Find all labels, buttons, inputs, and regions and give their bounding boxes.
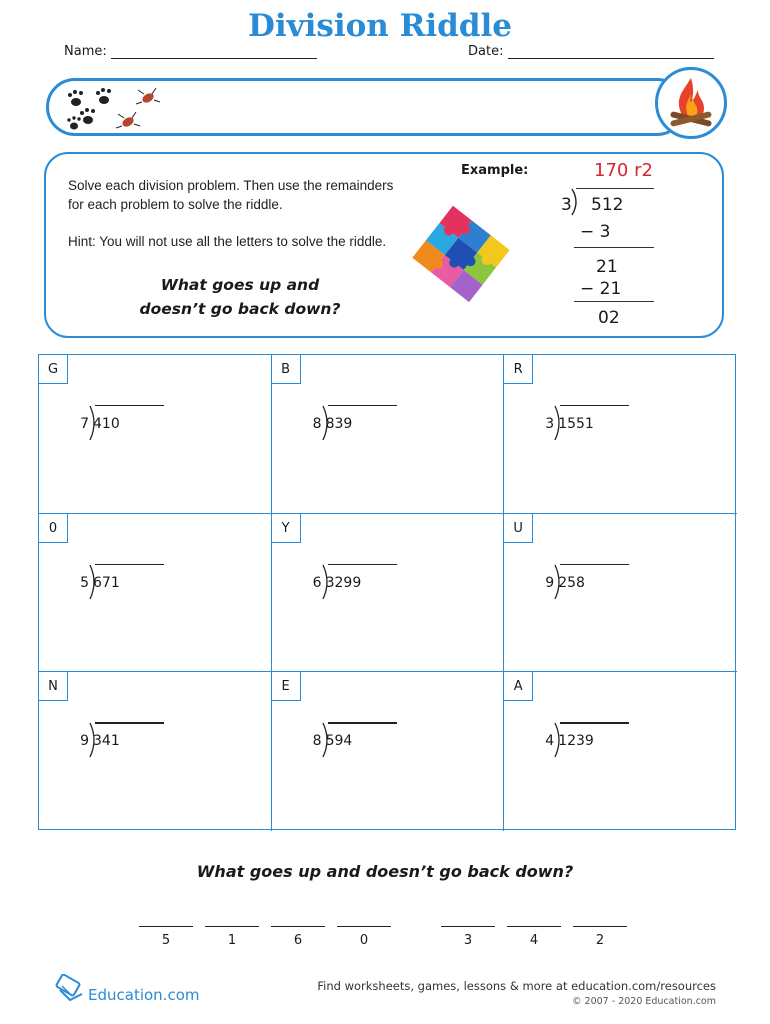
education-logo-icon (52, 974, 92, 1006)
answer-slot-number: 0 (359, 933, 369, 949)
answer-line[interactable] (271, 926, 325, 927)
page-title: Division Riddle (247, 8, 513, 44)
problem-dividend: 839 (325, 416, 353, 432)
problem-cell (39, 355, 272, 514)
example-divisor: 3 (561, 195, 572, 215)
problem-letter: U (504, 514, 533, 543)
example-label: Example: (461, 163, 529, 178)
campfire-badge (655, 67, 727, 139)
answer-line[interactable] (337, 926, 391, 927)
answer-line[interactable] (139, 926, 193, 927)
problem-cell (504, 514, 737, 673)
problem-cell (39, 514, 272, 673)
answer-question: What goes up and doesn’t go back down? (196, 862, 574, 881)
problem-cell (272, 355, 505, 514)
answer-slot[interactable] (337, 926, 391, 948)
footer-tagline: Find worksheets, games, lessons & more at education.com/resources (317, 979, 716, 993)
answer-slot-number: 5 (161, 933, 171, 949)
problem-divisor: 9 (545, 574, 555, 591)
problem-dividend: 1239 (558, 733, 594, 750)
division-bar (95, 564, 164, 565)
problem-letter: B (272, 355, 301, 384)
division-bar (560, 564, 629, 565)
problem-divisor: 6 (312, 574, 322, 591)
date-line[interactable] (508, 45, 714, 59)
date-label: Date: (468, 44, 504, 59)
problem-divisor: 9 (80, 733, 89, 750)
division-bar (328, 405, 397, 406)
example-remainder: 02 (598, 308, 620, 328)
problem-dividend: 671 (93, 574, 120, 591)
riddle-line-1: What goes up and (160, 276, 320, 294)
problem-dividend: 258 (558, 574, 585, 591)
division-bar (328, 722, 397, 723)
problem-divisor: 7 (80, 416, 89, 432)
division-bar (560, 405, 629, 406)
problem-letter: A (504, 672, 533, 701)
answer-slot-number: 4 (529, 933, 539, 949)
problem-divisor: 3 (545, 416, 555, 432)
answer-slot[interactable] (441, 926, 495, 948)
problem-divisor: 8 (312, 416, 322, 432)
date-field[interactable] (468, 44, 714, 59)
answer-line[interactable] (205, 926, 259, 927)
name-field[interactable] (64, 44, 317, 59)
answer-line[interactable] (507, 926, 561, 927)
problem-dividend: 341 (93, 733, 120, 750)
example-step-1: − 3 (580, 222, 611, 242)
puzzle-pieces-icon (408, 204, 524, 304)
footer-copyright: © 2007 - 2020 Education.com (572, 996, 716, 1007)
example-dividend: 512 (591, 195, 624, 215)
problem-letter: G (39, 355, 68, 384)
problem-letter: N (39, 672, 68, 701)
problem-letter: 0 (39, 514, 68, 543)
paw-prints-icon (62, 80, 182, 136)
division-bar (328, 564, 397, 565)
problem-letter: E (272, 672, 301, 701)
problem-dividend: 3299 (325, 574, 362, 591)
problem-dividend: 1551 (558, 416, 594, 432)
problem-letter: R (504, 355, 533, 384)
problem-divisor: 4 (545, 733, 555, 750)
problem-cell (39, 672, 272, 831)
answer-slot[interactable] (205, 926, 259, 948)
footer-brand: Education.com (88, 986, 200, 1004)
division-bar (560, 722, 629, 723)
problem-dividend: 410 (93, 416, 120, 432)
problem-divisor: 5 (80, 574, 89, 591)
answer-slot[interactable] (139, 926, 193, 948)
answer-slot[interactable] (507, 926, 561, 948)
answer-line[interactable] (441, 926, 495, 927)
answer-line[interactable] (573, 926, 627, 927)
answer-slot[interactable] (271, 926, 325, 948)
example-division-bracket (568, 188, 582, 216)
example-quotient: 170 r2 (594, 160, 653, 181)
problem-cell (504, 672, 737, 831)
example-step-2: 21 (596, 257, 618, 277)
name-label: Name: (64, 44, 107, 59)
problem-divisor: 8 (312, 733, 322, 750)
example-step-3: − 21 (580, 279, 622, 299)
problem-cell (504, 355, 737, 514)
problem-letter: Y (272, 514, 301, 543)
example-bar-top (576, 188, 654, 189)
answer-slot-number: 6 (293, 933, 303, 949)
hint-text: Hint: You will not use all the letters to solve the riddle. (68, 234, 387, 249)
instructions-text: Solve each division problem. Then use the remainders for each problem to solve the riddle. (68, 178, 394, 212)
problem-cell (272, 672, 505, 831)
answer-slot[interactable] (573, 926, 627, 948)
answer-slot-number: 3 (463, 933, 473, 949)
example-bar-1 (574, 247, 654, 248)
problem-dividend: 594 (325, 733, 353, 750)
division-bar (95, 405, 164, 406)
riddle-line-2: doesn’t go back down? (139, 300, 341, 318)
answer-slot-number: 1 (227, 933, 237, 949)
campfire-icon (658, 70, 724, 136)
riddle-question (120, 273, 360, 321)
name-line[interactable] (111, 45, 317, 59)
problem-cell (272, 514, 505, 673)
problems-grid (38, 354, 736, 830)
example-bar-2 (574, 301, 654, 302)
answer-slot-number: 2 (595, 933, 605, 949)
division-bar (95, 722, 164, 723)
